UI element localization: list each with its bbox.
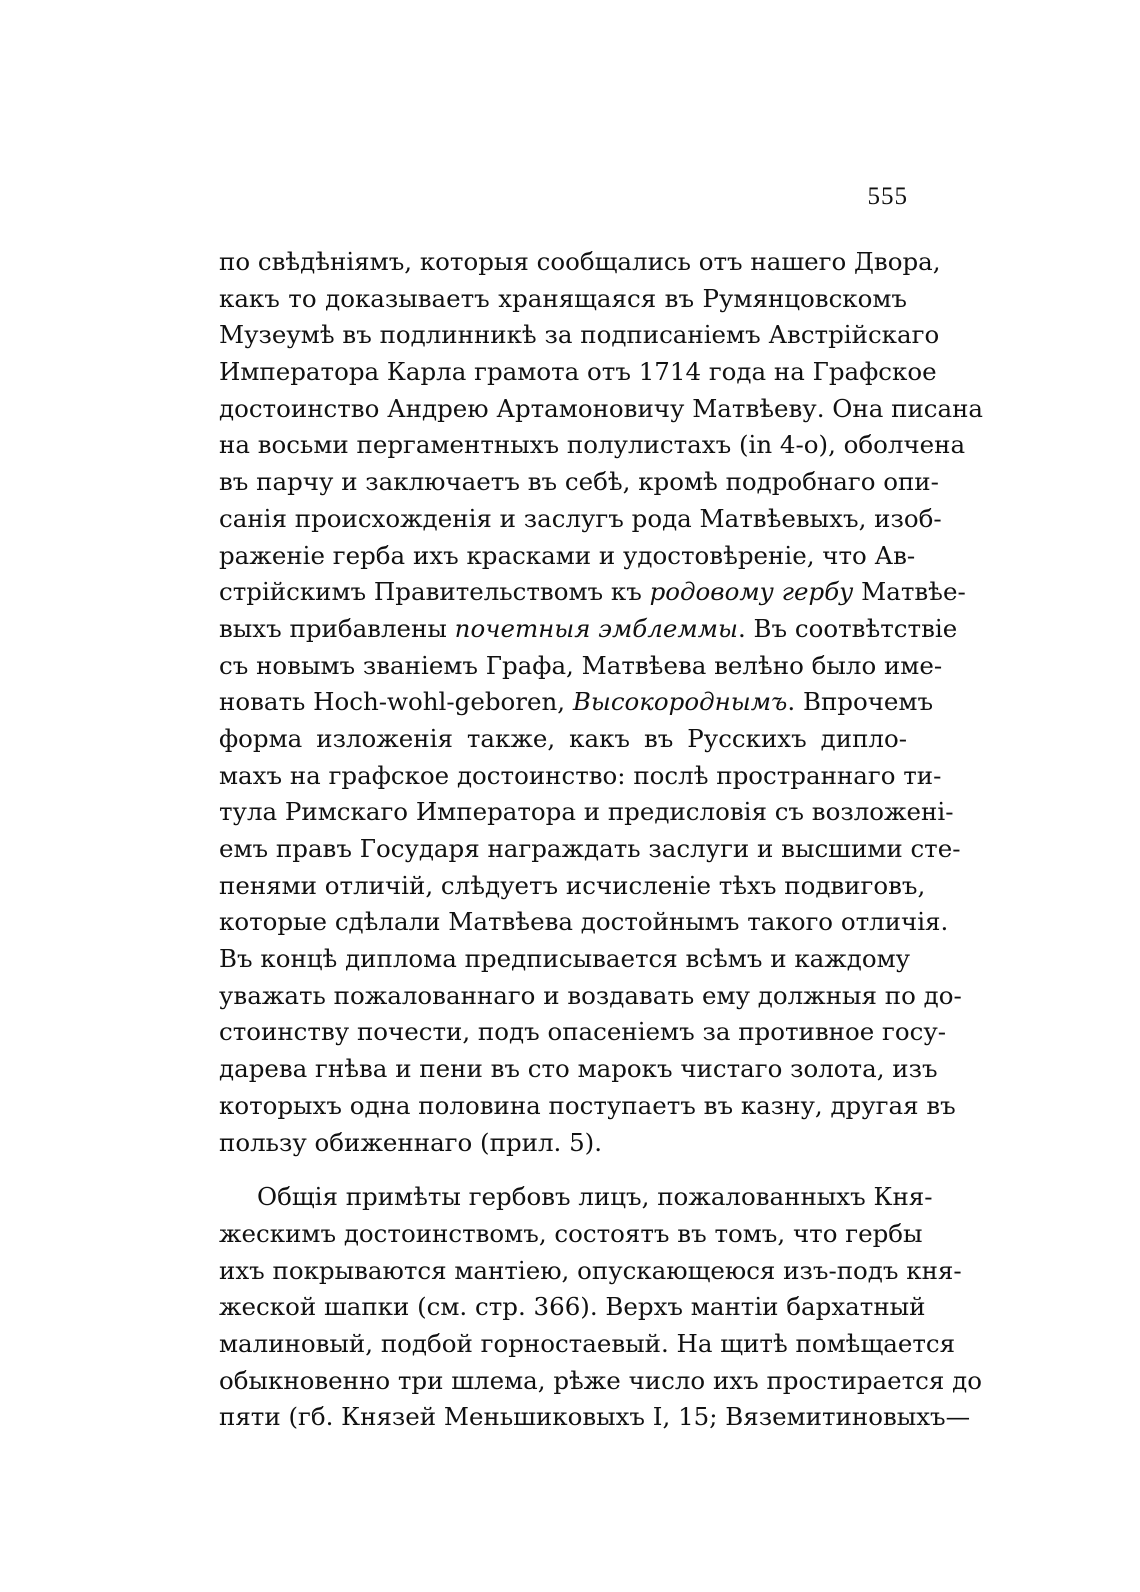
text-line xyxy=(219,721,907,758)
text-line xyxy=(219,611,958,648)
italic-text: родовому гербу xyxy=(649,577,854,607)
text-line xyxy=(219,831,961,868)
text-segment: по свѣдѣніямъ, которыя сообщались отъ нашего Двора, xyxy=(219,247,941,276)
text-segment: которыхъ одна половина поступаетъ въ казну, другая въ xyxy=(219,1090,956,1120)
text-segment: . Впрочемъ xyxy=(787,687,934,717)
text-segment: новать Hoch-wohl-geboren, xyxy=(219,687,573,717)
text-segment: Матвѣе- xyxy=(853,577,966,607)
text-segment: въ парчу и заключаетъ въ себѣ, кромѣ подробнаго опи- xyxy=(219,467,939,497)
text-line xyxy=(219,538,916,575)
text-line xyxy=(219,244,941,281)
text-segment: уважать пожалованнаго и воздавать ему должныя по до- xyxy=(219,980,962,1010)
text-segment: выхъ прибавлены xyxy=(219,613,455,643)
text-line: жескимъ достоинствомъ, состоятъ въ томъ, что гербы xyxy=(219,1218,923,1248)
text-segment: какъ то доказываетъ хранящаяся въ Румянцовскомъ xyxy=(219,283,907,313)
text-segment: Музеумѣ въ подлинникѣ за подписаніемъ Австрійскаго xyxy=(219,320,940,350)
text-segment: которые сдѣлали Матвѣева достойнымъ такого отличія. xyxy=(219,907,949,937)
text-segment: махъ на графское достоинство: послѣ пространнаго ти- xyxy=(219,760,942,790)
text-line xyxy=(219,794,954,831)
text-line xyxy=(219,391,984,428)
text-line xyxy=(219,501,942,538)
text-segment: дарева гнѣва и пени въ сто марокъ чистаго золота, изъ xyxy=(219,1054,938,1084)
text-segment: тула Римскаго Императора и предисловія съ возложені- xyxy=(219,797,954,827)
text-segment: стоинству почести, подъ опасеніемъ за противное госу- xyxy=(219,1017,947,1047)
text-line xyxy=(219,978,962,1015)
text-line xyxy=(219,904,949,941)
text-line xyxy=(219,281,907,318)
text-block xyxy=(219,244,984,1436)
text-segment: достоинство Андрею Артамоновичу Матвѣеву. Она писана xyxy=(219,393,984,423)
text-line xyxy=(219,758,942,795)
text-line: Общія примѣты гербовъ лицъ, пожалованныхъ Кня- xyxy=(257,1182,933,1212)
text-segment: съ новымъ званіемъ Графа, Матвѣева велѣно было име- xyxy=(219,650,943,680)
text-line xyxy=(219,1014,947,1051)
text-line xyxy=(219,574,966,611)
text-segment: санія происхожденія и заслугъ рода Матвѣевыхъ, изоб- xyxy=(219,503,942,533)
text-line: обыкновенно три шлема, рѣже число ихъ простирается до xyxy=(219,1365,982,1395)
text-segment: Императора Карла грамота отъ 1714 года на Графское xyxy=(219,357,937,387)
text-segment: . Въ соотвѣтствіе xyxy=(737,613,958,643)
paragraph-2 xyxy=(219,1179,982,1436)
text-segment: пользу обиженнаго (прил. 5). xyxy=(219,1127,603,1157)
page-number: 555 xyxy=(867,183,908,210)
text-segment: раженіе герба ихъ красками и удостовѣреніе, что Ав- xyxy=(219,540,916,570)
text-line xyxy=(219,1088,956,1125)
paragraph-1 xyxy=(219,244,984,1161)
paragraph-gap xyxy=(219,1161,907,1179)
text-segment: Въ концѣ диплома предписывается всѣмъ и каждому xyxy=(219,944,911,974)
text-segment: пенями отличій, слѣдуетъ исчисленіе тѣхъ подвиговъ, xyxy=(219,870,926,900)
text-line: малиновый, подбой горностаевый. На щитѣ помѣщается xyxy=(219,1328,956,1358)
italic-text: почетныя эмблеммы xyxy=(454,613,738,643)
text-line xyxy=(219,648,943,685)
text-line xyxy=(219,317,940,354)
text-line xyxy=(219,941,911,978)
text-segment: на восьми пергаментныхъ полулистахъ (in 4-o), оболчена xyxy=(219,430,966,460)
text-line xyxy=(219,1051,938,1088)
text-line xyxy=(219,868,926,905)
italic-text: Высокороднымъ xyxy=(572,687,788,717)
text-line xyxy=(219,427,966,464)
text-segment: емъ правъ Государя награждать заслуги и высшими сте- xyxy=(219,834,961,863)
text-segment: форма изложенія также, какъ въ Русскихъ дипло- xyxy=(219,723,907,753)
text-line: ихъ покрываются мантіею, опускающеюся изъ-подъ кня- xyxy=(219,1255,962,1285)
text-line xyxy=(219,684,934,721)
text-segment: стрійскимъ Правительствомъ къ xyxy=(219,577,650,607)
text-line: пяти (гб. Князей Меньшиковыхъ I, 15; Вяземитиновыхъ— xyxy=(219,1402,971,1432)
text-line xyxy=(219,1125,907,1162)
text-line xyxy=(219,354,937,391)
text-line xyxy=(219,464,939,501)
text-line: жеской шапки (см. стр. 366). Верхъ мантіи бархатный xyxy=(219,1292,926,1322)
